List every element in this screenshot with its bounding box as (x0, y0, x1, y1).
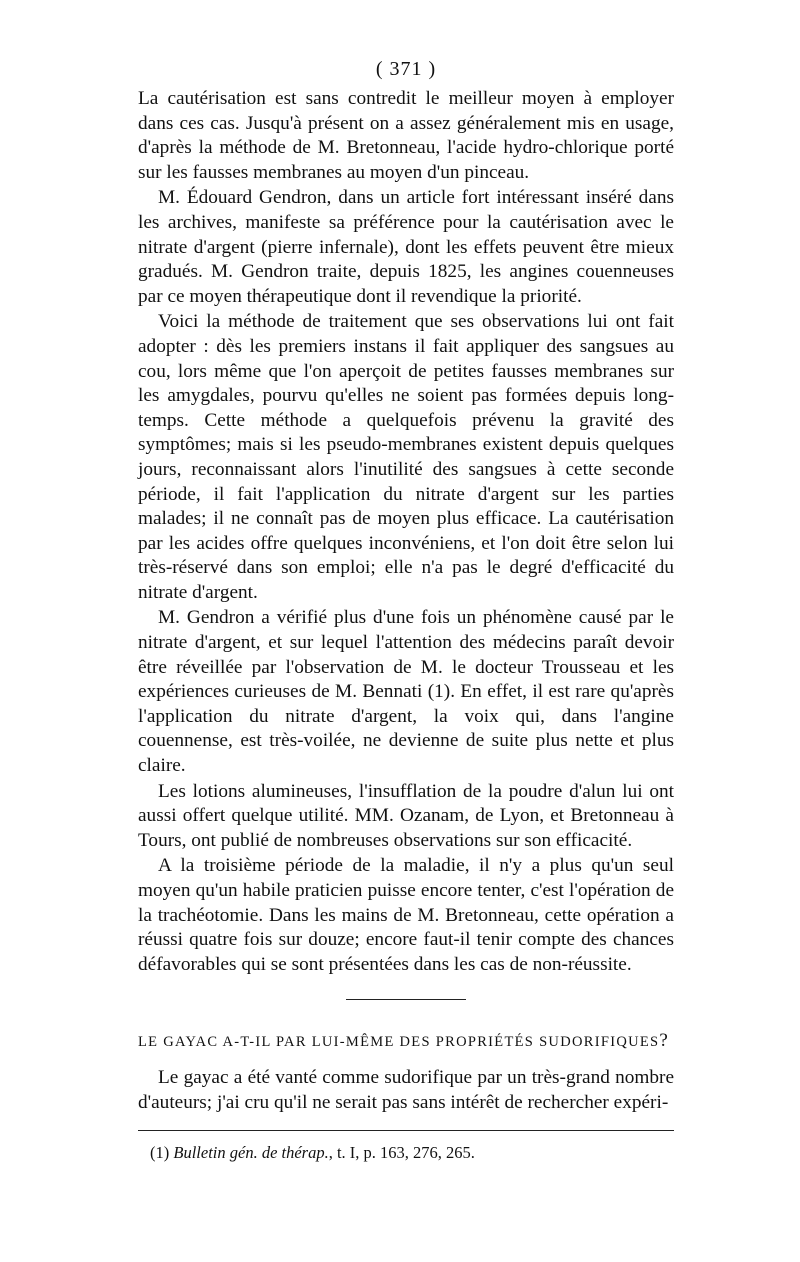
paragraph-phenomene: M. Gendron a vérifié plus d'une fois un phénomène causé par le nitrate d'argent, et sur lequel l'attention des médecins paraît devoir être réveillée par l'observation de M. le docteur Trousseau et les expériences curieuses de M. Bennati (1). En effet, il est rare qu'après l'application du nitrate d'argent, la voix qui, dans l'angine couennense, est très-voilée, ne devienne de suite plus nette et plus claire. (138, 607, 674, 777)
page-number: ( 371 ) (375, 58, 437, 80)
paragraph-tracheotomie: A la troisième période de la maladie, il n'y a plus qu'un seul moyen qu'un habile praticien puisse encore tenter, c'est l'opération de la trachéotomie. Dans les mains de M. Bretonneau, cette opération a réussi quatre fois sur douze; encore faut-il tenir compte des chances défavorables qui se sont présentées dans les cas de non-réussite. (138, 855, 674, 975)
footnote-ref: , t. I, p. 163, 276, 265. (328, 1142, 475, 1162)
section-divider (346, 999, 466, 1000)
section-title (138, 1030, 674, 1052)
section-title-text: LE GAYAC A-T-IL PAR LUI-MÊME DES PROPRIÉTÉS SUDORIFIQUES (138, 1034, 660, 1051)
footnote-marker: (1) (150, 1142, 170, 1162)
paragraph-cauterisation: La cautérisation est sans contredit le meilleur moyen à employer dans ces cas. Jusqu'à présent on a assez généralement mis en usage, d'après la méthode de M. Bretonneau, l'acide hydro-chlorique porté sur les fausses membranes au moyen d'un pinceau. (138, 88, 674, 183)
paragraph-methode: Voici la méthode de traitement que ses observations lui ont fait adopter : dès les premiers instans il fait appliquer des sangsues au cou, lors même que l'on aperçoit de petites fausses membranes sur les amygdales, pourvu qu'elles ne soient pas formées depuis long-temps. Cette méthode a quelquefois prévenu la gravité des symptômes; mais si les pseudo-membranes existent depuis quelques jours, reconnaissant alors l'inutilité des sangsues à cette seconde période, il fait l'application du nitrate d'argent sur les parties malades; il ne connaît pas de moyen plus efficace. La cautérisation par les acides offre quelques inconvéniens, et l'on doit être selon lui très-réservé dans son emploi; elle n'a pas le degré d'efficacité du nitrate d'argent. (138, 311, 674, 603)
document-page (138, 58, 674, 1163)
footnote (138, 1143, 674, 1163)
paragraph-gayac: Le gayac a été vanté comme sudorifique par un très-grand nombre d'auteurs; j'ai cru qu'il ne serait pas sans intérêt de rechercher expéri- (138, 1067, 674, 1113)
footnote-source: Bulletin gén. de thérap. (173, 1142, 329, 1162)
footnote-divider (138, 1130, 674, 1131)
paragraph-gendron: M. Édouard Gendron, dans un article fort intéressant inséré dans les archives, manifeste sa préférence pour la cautérisation avec le nitrate d'argent (pierre infernale), dont les effets peuvent être mieux gradués. M. Gendron traite, depuis 1825, les angines couenneuses par ce moyen thérapeutique dont il revendique la priorité. (138, 187, 674, 307)
section-title-qmark: ? (659, 1030, 670, 1052)
paragraph-lotions: Les lotions alumineuses, l'insufflation de la poudre d'alun lui ont aussi offert quelque utilité. MM. Ozanam, de Lyon, et Bretonneau à Tours, ont publié de nombreuses observations sur son efficacité. (138, 780, 674, 851)
